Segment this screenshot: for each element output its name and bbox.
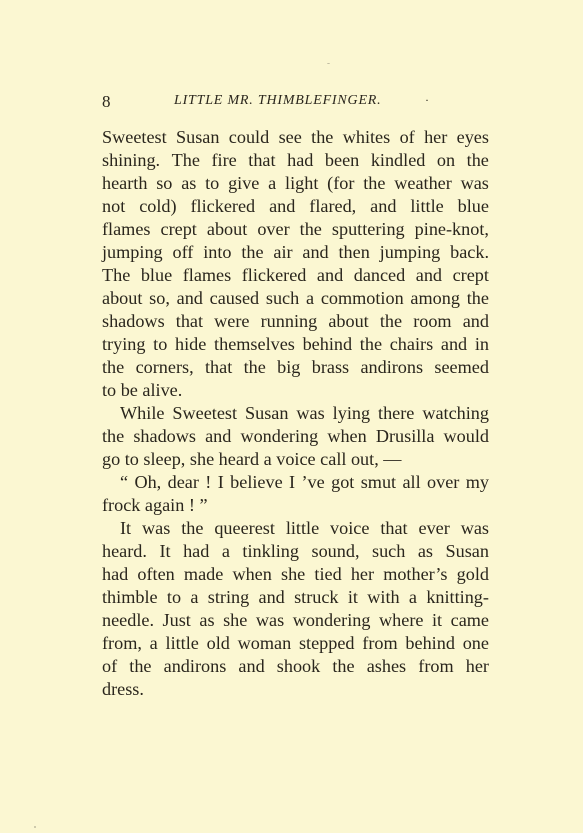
text-line: about so, and caused such a commotion among the — [102, 288, 489, 308]
text-line: the corners, that the big brass andirons seemed — [102, 357, 489, 377]
running-title: LITTLE MR. THIMBLEFINGER. — [174, 93, 382, 108]
text-line: of the andirons and shook the ashes from her — [102, 656, 489, 676]
text-line: jumping off into the air and then jumping back. — [102, 242, 489, 262]
text-line: needle. Just as she was wondering where it came — [102, 610, 489, 630]
text-line: The blue flames flickered and danced and crept — [102, 265, 489, 285]
text-line: go to sleep, she heard a voice call out, — — [102, 449, 402, 469]
text-line: thimble to a string and struck it with a knitting- — [102, 587, 489, 607]
text-line: trying to hide themselves behind the chairs and in — [102, 334, 489, 354]
text-line: While Sweetest Susan was lying there watching — [120, 403, 489, 423]
text-line: It was the queerest little voice that ever was — [120, 518, 489, 538]
text-line: “ Oh, dear ! I believe I ’ve got smut all over my — [120, 472, 489, 492]
text-line: heard. It had a tinkling sound, such as Susan — [102, 541, 489, 561]
page-number: 8 — [102, 92, 111, 111]
body-text — [102, 126, 489, 701]
text-line: not cold) flickered and flared, and little blue — [102, 196, 489, 216]
text-line: hearth so as to give a light (for the weather was — [102, 173, 489, 193]
running-head-mark: · — [425, 93, 429, 107]
text-line: to be alive. — [102, 380, 183, 400]
text-line: dress. — [102, 679, 144, 699]
running-head — [102, 92, 492, 116]
text-line: Sweetest Susan could see the whites of her eyes — [102, 127, 489, 147]
text-line: the shadows and wondering when Drusilla would — [102, 426, 489, 446]
text-line: had often made when she tied her mother’s gold — [102, 564, 489, 584]
text-line: flames crept about over the sputtering pine-knot, — [102, 219, 489, 239]
text-line: frock again ! ” — [102, 495, 208, 515]
text-line: shining. The fire that had been kindled on the — [102, 150, 489, 170]
text-line: from, a little old woman stepped from behind one — [102, 633, 489, 653]
paper-speck — [327, 63, 330, 64]
text-line: shadows that were running about the room and — [102, 311, 489, 331]
paper-speck — [34, 826, 36, 828]
